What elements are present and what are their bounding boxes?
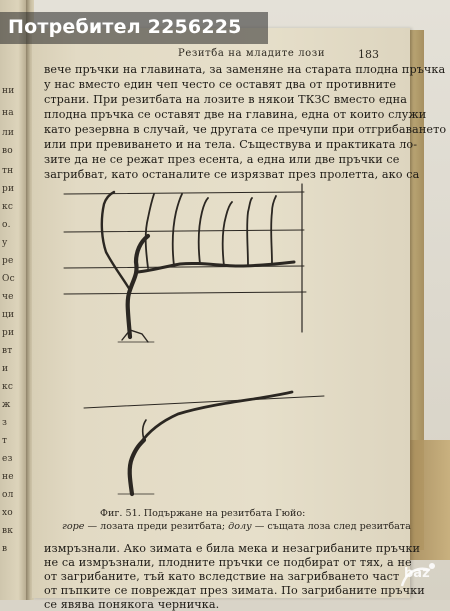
page-number: 183: [358, 48, 379, 61]
left-page-fragment: у: [2, 238, 8, 248]
left-page-fragment: кс: [2, 202, 14, 212]
caption-top-text: — лозата преди резитбата;: [84, 521, 229, 532]
left-page-fragment: и: [2, 364, 9, 374]
vine-illustration: [44, 182, 344, 502]
caption-top-label: горе: [62, 521, 85, 532]
left-page-fragment: Ос: [2, 274, 15, 284]
paragraph-line: измръзнали. Ако зимата е била мека и незагрибаните пръчки: [44, 542, 421, 555]
vine-shoot: [247, 198, 252, 266]
paragraph-line: като резервна в случай, че другата се пречупи при отгрибаването: [44, 123, 447, 136]
figure-caption-detail: [62, 521, 411, 532]
paragraph-line: зите да не се режат през есента, а една или две пръчки се: [44, 153, 400, 166]
caption-bottom-label: долу: [228, 521, 252, 532]
left-page-fragment: тн: [2, 166, 14, 176]
paragraph-line: у нас вместо един чеп често се оставят два от противните: [44, 78, 397, 91]
left-page-fragment: хо: [2, 508, 13, 518]
left-page-fragment: вт: [2, 346, 13, 356]
left-page-fragment: ре: [2, 256, 14, 266]
left-facing-page: [0, 0, 26, 600]
trellis-wire: [64, 292, 306, 294]
paragraph-line: от пъпките се повреждат през зимата. По загрибаните пръчки: [44, 584, 425, 597]
left-page-fragment: ни: [2, 86, 15, 96]
trellis-wire-top: [64, 192, 304, 194]
paragraph-line: се явява понякога черничка.: [44, 598, 220, 611]
left-page-fragment: ез: [2, 454, 13, 464]
vine-cane: [102, 192, 130, 290]
vine-trunk-lower: [130, 440, 144, 494]
paragraph-line: от загрибаните, тъй като вследствие на загрибването част: [44, 570, 400, 583]
left-page-fragment: ж: [2, 400, 11, 410]
left-page-fragment: т: [2, 436, 8, 446]
left-page-fragment: ри: [2, 184, 15, 194]
left-page-fragment: на: [2, 108, 14, 118]
paragraph-line: загрибват, като останалите се изрязват през пролетта, ако са: [44, 168, 420, 181]
ground-line: [122, 330, 148, 342]
vine-trunk-upper: [128, 236, 148, 337]
caption-bottom-text: — същата лоза след резитбата: [251, 521, 411, 532]
left-page-fragment: че: [2, 292, 14, 302]
left-page-fragment: з: [2, 418, 8, 428]
figure-caption: Фиг. 51. Подържане на резитбата Гюйо:: [100, 508, 306, 519]
trellis-wire: [64, 266, 304, 268]
vine-trained-cane: [140, 392, 292, 444]
left-page-fragment: ли: [2, 128, 15, 138]
vine-shoot: [173, 194, 182, 266]
vine-shoot: [223, 202, 232, 266]
left-page-fragment: ри: [2, 328, 15, 338]
paragraph-line: плодна пръчка се оставят две на главина, една от които служи: [44, 108, 427, 121]
paragraph-line: страни. При резитбата на лозите в някои ТКЗС вместо една: [44, 93, 407, 106]
left-page-fragment: кс: [2, 382, 14, 392]
trellis-wire: [64, 230, 304, 232]
watermark-logo-text: baz: [404, 566, 430, 581]
left-page-fragment: ци: [2, 310, 15, 320]
paragraph-line: или при превиването и на тела. Съществува и практиката ло-: [44, 138, 418, 151]
watermark-banner-text: Потребител 2256225: [8, 16, 242, 38]
left-page-fragment: не: [2, 472, 14, 482]
paragraph-line: вече пръчки на главината, за заменяне на старата плодна пръчка: [44, 63, 446, 76]
running-title: Резитба на младите лози: [178, 48, 326, 59]
left-page-fragment: ол: [2, 490, 14, 500]
left-page-fragment: во: [2, 146, 13, 156]
left-page-fragment: вк: [2, 526, 14, 536]
paragraph-line: не са измръзнали, плодните пръчки се подбират от тях, а не: [44, 556, 412, 569]
left-page-fragment: о.: [2, 220, 11, 230]
left-page-fragment: в: [2, 544, 8, 554]
